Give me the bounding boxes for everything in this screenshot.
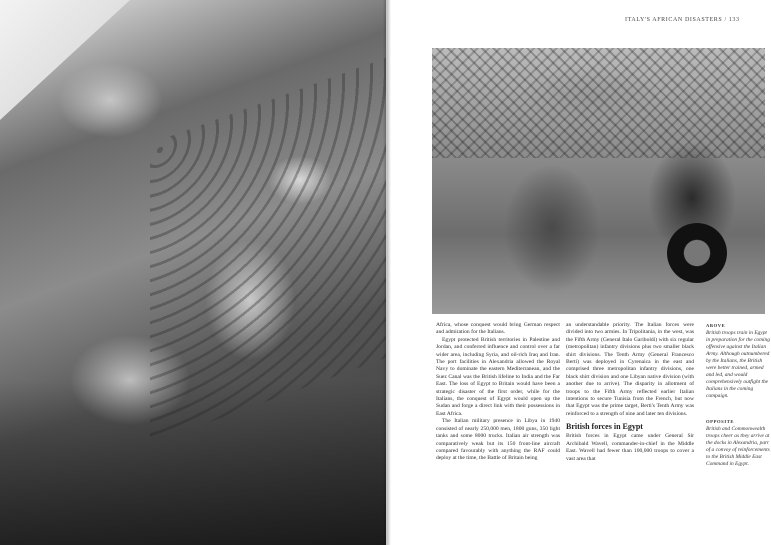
- paragraph: The Italian military presence in Libya in 1940 consisted of nearly 250,000 men, 1800 guns, 350 light tanks and some 8000 trucks. Italian air strength was comparatively weak but its 150 front-line aircraft compared favourably with anything the RAF could deploy at the time, the Battle of Britain being: [436, 418, 560, 462]
- paragraph: Egypt protected British territories in Palestine and Jordan, and conferred influence and control over a far wider area, including Syria, and oil-rich Iraq and Iran. The port facilities in Alexandria allowed the Royal Navy to dominate the eastern Mediterranean, and the Suez Canal was the British lifeline to India and the Far East. The loss of Egypt to Britain would have been a strategic disaster of the first order, while for the Italians, the conquest of Egypt would open up the Sudan and forge a direct link with their possessions in East Africa.: [436, 336, 560, 417]
- caption-label: ABOVE: [706, 323, 726, 328]
- caption-label: OPPOSITE: [706, 419, 735, 424]
- section-subheading: British forces in Egypt: [566, 422, 643, 432]
- caption-text: British and Commonwealth troops cheer as they arrive at the docks in Alexandria, part of a convoy of reinforcements to the British Middle East Command in Egypt.: [706, 426, 770, 467]
- paragraph: an understandable priority. The Italian forces were divided into two armies. In Tripolitania, in the west, was the Fifth Army (General Italo Gariboldi) with six regular (metropolitan) infantry divisions plus two smaller black shirt divisions. The Tenth Army (General Francesco Berti) was deployed in Cyrenaica in the east and comprised three metropolitan infantry divisions, one black shirt division and one Libyan native division (with another due to arrive). The disparity in allotment of troops to the Fifth Army reflected earlier Italian intentions to secure Tunisia from the French, but now that Egypt was the prime target, Berti's Tenth Army was reinforced to a strength of nine and later ten divisions.: [566, 322, 694, 417]
- photo-sky: [0, 0, 130, 120]
- photo-gun-tractor: [432, 48, 765, 314]
- paragraph: British forces in Egypt came under General Sir Archibald Wavell, commander-in-chief in the Middle East. Wavell had fewer than 100,000 troops to cover a vast area that: [566, 433, 694, 462]
- paragraph: Africa, whose conquest would bring German respect and admiration for the Italians.: [436, 322, 560, 336]
- page-gutter: [383, 0, 391, 545]
- photo-shadow: [0, 380, 386, 545]
- caption-opposite: [706, 418, 770, 468]
- text-column-2: [566, 322, 694, 463]
- caption-text: British troops train in Egypt in preparation for the coming offensive against the Italian Army. Although outnumbered by the Italians, the British were better trained, armed and led, and would comprehensively outfight the Italians in the coming campaign.: [706, 330, 770, 399]
- text-column-1: [436, 322, 560, 463]
- camouflage-net: [432, 48, 765, 158]
- tractor-wheel: [667, 223, 727, 283]
- running-header: ITALY'S AFRICAN DISASTERS / 133: [625, 17, 740, 23]
- caption-above: [706, 322, 770, 400]
